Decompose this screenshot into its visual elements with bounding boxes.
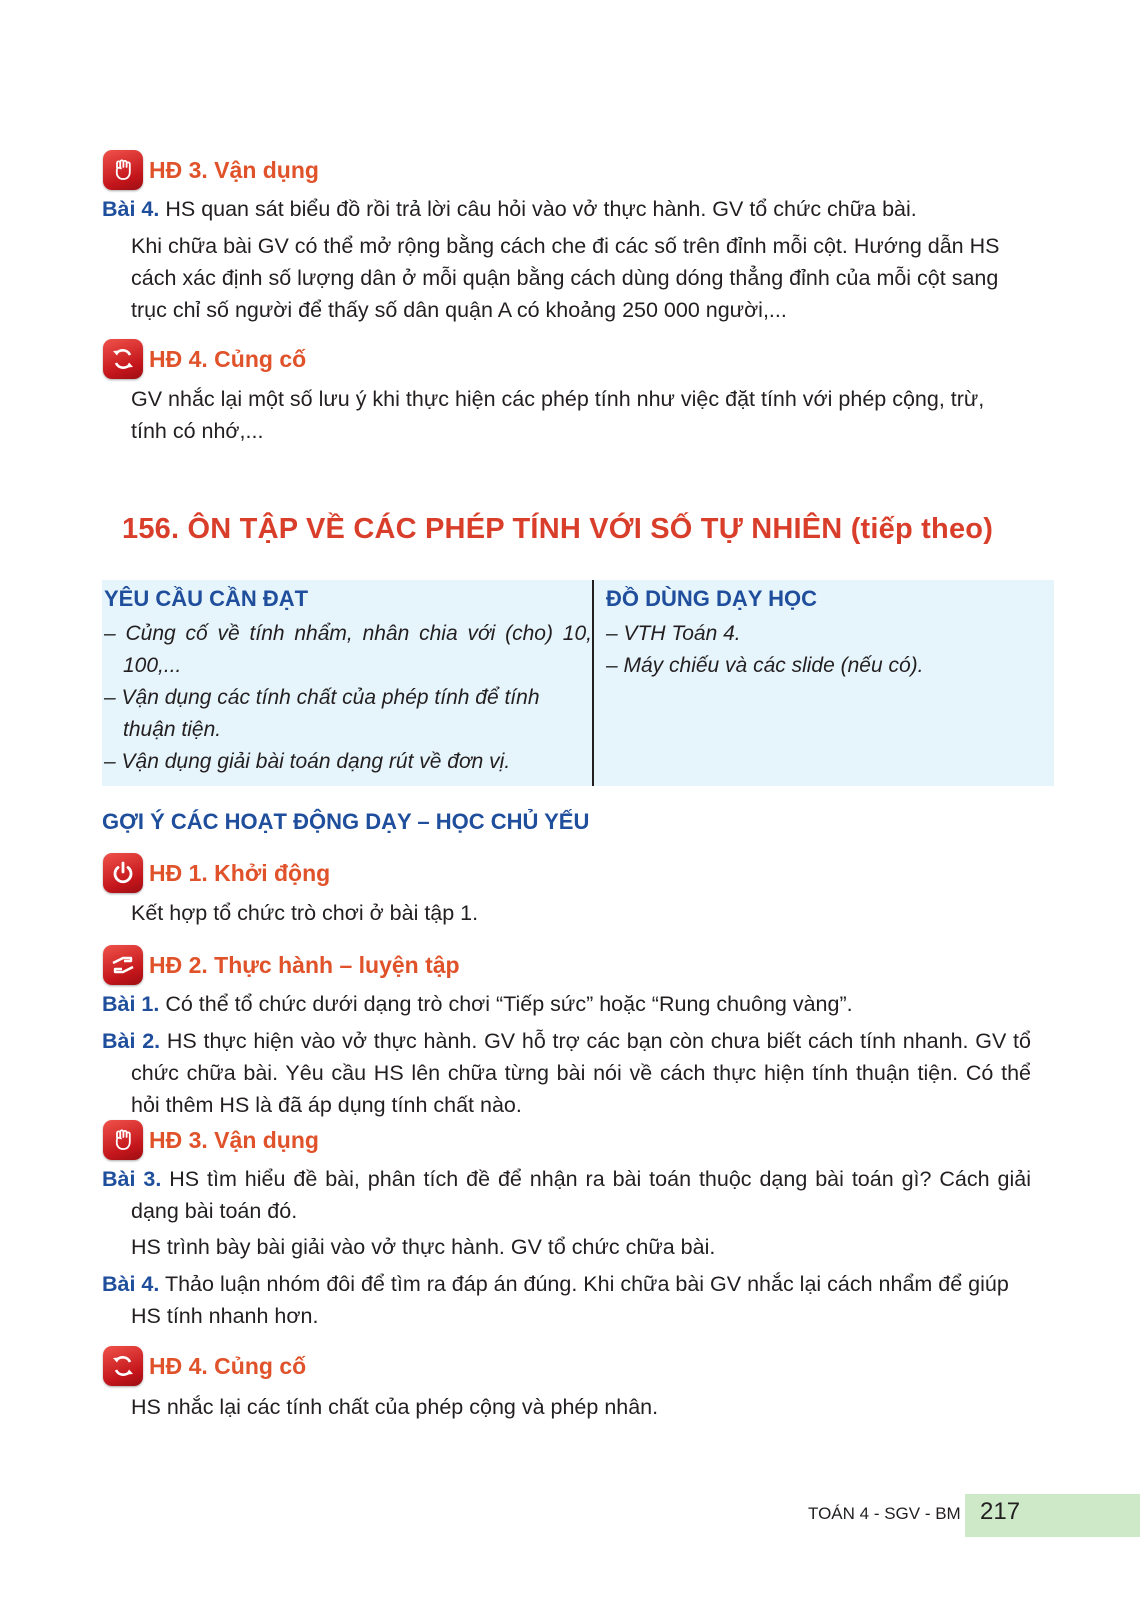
hd2-title: HĐ 2. Thực hành – luyện tập xyxy=(149,951,460,978)
bai-label: Bài 3. xyxy=(102,1167,162,1191)
bai-label: Bài 1. xyxy=(102,992,160,1016)
hd4-title: HĐ 4. Củng cố xyxy=(149,345,307,372)
hd3-heading xyxy=(103,1118,319,1162)
hd3-bai3-note: HS trình bày bài giải vào vở thực hành. GV tổ chức chữa bài. xyxy=(131,1235,716,1259)
material-item: – VTH Toán 4. xyxy=(606,622,741,645)
top-bai4-paragraph xyxy=(102,193,1002,225)
top-hd4-text: GV nhắc lại một số lưu ý khi thực hiện các phép tính như việc đặt tính với phép cộng, trừ, tính có nhớ,... xyxy=(131,387,985,443)
bai-label: Bài 4. xyxy=(102,197,160,221)
bai-text: HS thực hiện vào vở thực hành. GV hỗ trợ các bạn còn chưa biết cách tính nhanh. GV tổ chức chữa bài. Yêu cầu HS lên chữa từng bài nói về cách thực hiện tính thuận tiện. Có thể hỏi thêm HS là đã áp dụng tính chất nào. xyxy=(131,1029,1031,1117)
hd2-bai1 xyxy=(102,988,1002,1020)
hd3-bai4 xyxy=(102,1268,1041,1332)
requirements-column xyxy=(102,580,594,786)
bai-text: Thảo luận nhóm đôi để tìm ra đáp án đúng. Khi chữa bài GV nhắc lại cách nhẩm để giúp HS tính nhanh hơn. xyxy=(131,1272,1009,1328)
hd1-title: HĐ 1. Khởi động xyxy=(149,859,331,886)
refresh-cycle-icon xyxy=(103,1346,143,1386)
material-item: – Máy chiếu và các slide (nếu có). xyxy=(606,654,924,677)
hd4-heading xyxy=(103,1344,306,1388)
top-bai4-note: Khi chữa bài GV có thể mở rộng bằng cách che đi các số trên đỉnh mỗi cột. Hướng dẫn HS cách xác định số lượng dân ở mỗi quận bằng cách dùng dóng thẳng đỉnh của mỗi cột sang trục chỉ số người để thấy số dân quận A có khoảng 250 000 người,... xyxy=(131,234,1000,322)
hd3-title: HĐ 3. Vận dụng xyxy=(149,1126,319,1153)
materials-title: ĐỒ DÙNG DẠY HỌC xyxy=(606,586,818,611)
requirements-box xyxy=(102,580,1054,786)
hd3-heading-top xyxy=(103,148,319,192)
bai-label: Bài 4. xyxy=(102,1272,160,1296)
raised-fist-icon xyxy=(103,150,143,190)
refresh-cycle-icon xyxy=(103,339,143,379)
book-label: TOÁN 4 - SGV - BM xyxy=(808,1504,961,1523)
hd3-title: HĐ 3. Vận dụng xyxy=(149,156,319,183)
hd2-bai2 xyxy=(102,1025,1031,1121)
hd4-title: HĐ 4. Củng cố xyxy=(149,1352,307,1379)
hd1-heading xyxy=(103,851,330,895)
hd4-text: HS nhắc lại các tính chất của phép cộng và phép nhân. xyxy=(131,1395,659,1419)
hd2-heading xyxy=(103,943,460,987)
bai-text: HS quan sát biểu đồ rồi trả lời câu hỏi vào vở thực hành. GV tổ chức chữa bài. xyxy=(159,197,917,221)
raised-fist-icon xyxy=(103,1120,143,1160)
hd1-text: Kết hợp tổ chức trò chơi ở bài tập 1. xyxy=(131,901,479,925)
section-title: 156. ÔN TẬP VỀ CÁC PHÉP TÍNH VỚI SỐ TỰ NHIÊN (tiếp theo) xyxy=(122,513,994,545)
hd3-bai3 xyxy=(102,1163,1031,1227)
requirement-item: – Củng cố về tính nhẩm, nhân chia với (cho) 10, 100,... xyxy=(104,622,592,677)
requirements-title: YÊU CẦU CẦN ĐẠT xyxy=(104,586,309,611)
bai-text: HS tìm hiểu đề bài, phân tích đề để nhận ra bài toán thuộc dạng bài toán gì? Cách giải dạng bài toán đó. xyxy=(131,1167,1031,1223)
activities-heading: GỢI Ý CÁC HOẠT ĐỘNG DẠY – HỌC CHỦ YẾU xyxy=(102,809,590,834)
hands-practice-icon xyxy=(103,945,143,985)
hd4-heading-top xyxy=(103,337,306,381)
requirement-item: – Vận dụng giải bài toán dạng rút về đơn vị. xyxy=(104,750,511,773)
requirement-item: – Vận dụng các tính chất của phép tính để tính thuận tiện. xyxy=(104,686,540,741)
materials-column xyxy=(594,580,1054,786)
page-number: 217 xyxy=(980,1498,1021,1525)
bai-label: Bài 2. xyxy=(102,1029,161,1053)
bai-text: Có thể tổ chức dưới dạng trò chơi “Tiếp sức” hoặc “Rung chuông vàng”. xyxy=(159,992,853,1016)
power-icon xyxy=(103,853,143,893)
